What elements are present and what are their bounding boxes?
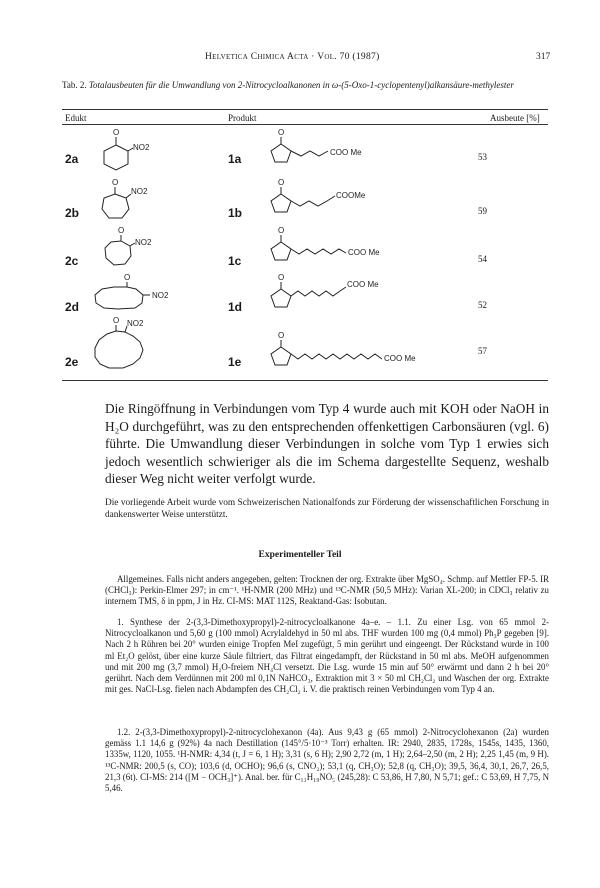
- educt-2a: 2a: [65, 152, 79, 166]
- table-caption: [62, 80, 562, 91]
- nitro-label: NO2: [152, 291, 169, 300]
- structure-1d: [266, 272, 416, 322]
- oxo-label: O: [113, 128, 120, 137]
- educt-2e: 2e: [65, 355, 79, 369]
- educt-2d: 2d: [65, 300, 80, 314]
- nitro-label: NO2: [133, 143, 150, 152]
- oxo-label: O: [112, 178, 119, 187]
- ester-label: COO Me: [330, 148, 362, 157]
- yield-1e: 57: [478, 346, 487, 356]
- body-paragraph-text: Die Ringöffnung in Verbindungen vom Typ 4 wurde auch mit KOH oder NaOH in H₂O durchgeführt, was zu den entsprechenden offenkettigen Carbonsäuren (vgl. 6) führte. Die Umwandlung dieser Verbindungen in solche vom Typ 1 erwies sich jedoch wesentlich schwieriger als die im Schema dargestellte Sequenz, weshalb dieser Weg nicht weiter verfolgt wurde.: [105, 401, 549, 486]
- oxo-label: O: [278, 128, 285, 137]
- column-header-produkt: Produkt: [228, 113, 257, 123]
- structure-2d: [88, 273, 178, 318]
- product-1b: 1b: [228, 206, 243, 220]
- oxo-label: O: [113, 316, 120, 325]
- ester-label: COO Me: [347, 280, 379, 289]
- oxo-label: O: [278, 178, 285, 187]
- product-1e: 1e: [228, 355, 242, 369]
- nitro-label: NO2: [135, 238, 152, 247]
- general-paragraph: [105, 574, 549, 608]
- section-1-2-paragraph-text: 1.2. 2-(3,3-Dimethoxypropyl)-2-nitrocyclohexanon (4a). Aus 9,43 g (65 mmol) 2-Nitrocyclohexanon (2a) wurden gemäss 1.1 14,6 g (92%) 4a nach Destillation (145°/5·10⁻³ Torr) erhalten. IR: 2940, 2835, 1728s, 1545s, 1435, 1360, 1335w, 1120, 1055. ¹H-NMR: 4,34 (t, J = 6, 1 H); 3,31 (s, 6 H); 2,90 2,72 (m, 1 H); 2,64–2,50 (m, 2 H); 2,25 1,45 (m, 9 H). ¹³C-NMR: 200,5 (s, CO); 103,6 (d, OCHO); 96,6 (s, CNO₂); 53,1 (q, CH₃O); 52,8 (q, CH₃O); 39,5, 36,4, 30,1, 26,7, 26,5, 21,3 (6t). CI-MS: 214 ([M − OCH₃]⁺). Anal. ber. für C₁₁H₁₉NO₅ (245,28): C 53,86, H 7,80, N 5,71; gef.: C 53,69, H 7,75, N 5,46.: [105, 727, 549, 794]
- product-1c: 1c: [228, 254, 242, 268]
- educt-2c: 2c: [65, 254, 79, 268]
- structure-1c: [266, 226, 416, 276]
- nitro-label: NO2: [131, 187, 148, 196]
- structure-1b: [266, 178, 416, 223]
- educt-2b: 2b: [65, 206, 80, 220]
- ester-label: COOMe: [336, 191, 366, 200]
- yield-1d: 52: [478, 300, 487, 310]
- oxo-label: O: [124, 273, 131, 282]
- column-header-edukt: Edukt: [65, 113, 87, 123]
- yield-1a: 53: [478, 152, 487, 162]
- journal-title: Helvetica Chimica Acta · Vol. 70 (1987): [205, 52, 380, 62]
- table-caption-text: Totalausbeuten für die Umwandlung von 2-Nitrocycloalkanonen in ω-(5-Oxo-1-cyclopentenyl)alkansäure-methylester: [88, 80, 514, 90]
- structure-2b: [100, 178, 170, 228]
- ester-label: COO Me: [384, 354, 416, 363]
- table-header-rule: [62, 124, 548, 125]
- oxo-label: O: [278, 273, 285, 282]
- synthesis-paragraph-text: 1. Synthese der 2-(3,3-Dimethoxypropyl)-2-nitrocycloalkanone 4a–e. – 1.1. Zu einer Lsg. von 65 mmol 2-Nitrocycloalkanon und 5,60 g (100 mmol) Acrylaldehyd in 50 ml abs. THF wurden 100 mg (0,4 mmol) Ph₃P gegeben [9]. Nach 2 h Rühren bei 20° wurden einige Tropfen MeI zugefügt, 5 min gerührt und eingeengt. Der Rückstand wurde in 100 ml Et₂O gelöst, über eine kurze Säule filtriert, das Filtrat eingedampft, der Rückstand in 50 ml abs. MeOH aufgenommen und mit 200 mg (3,7 mmol) H₂O-freiem NH₄Cl versetzt. Die Lsg. wurde 15 min auf 50° erwärmt und dann 2 h bei 20° gerührt. Nach dem Verdünnen mit 200 ml 0,1N NaHCO₃, Extraktion mit 3 × 50 ml CH₂Cl₂ und Waschen der org. Extrakte mit ges. NaCl-Lsg. fielen nach Abdampfen des CH₂Cl₂ i. V. die praktisch reinen Verbindungen vom Typ 4 an.: [105, 617, 549, 695]
- acknowledgement: Die vorliegende Arbeit wurde vom Schweizerischen Nationalfonds zur Förderung der wissenschaftlichen Forschung in dankenswerter Weise unterstützt.: [105, 498, 549, 520]
- column-header-ausbeute: Ausbeute [%]: [490, 113, 540, 123]
- product-1a: 1a: [228, 152, 242, 166]
- structure-1a: [266, 128, 416, 173]
- structure-1e: [266, 330, 446, 377]
- oxo-label: O: [118, 226, 125, 235]
- structure-2e: [95, 316, 175, 377]
- nitro-label: NO2: [127, 319, 144, 328]
- synthesis-paragraph: [105, 617, 549, 695]
- body-paragraph: [105, 400, 549, 488]
- section-title: Experimenteller Teil: [258, 550, 342, 560]
- product-1d: 1d: [228, 300, 243, 314]
- oxo-label: O: [278, 226, 285, 235]
- yield-1c: 54: [478, 254, 487, 264]
- table-caption-label: Tab. 2.: [62, 80, 87, 90]
- yield-1b: 59: [478, 206, 487, 216]
- structure-2c: [100, 226, 170, 276]
- general-paragraph-text: Allgemeines. Falls nicht anders angegeben, gelten: Trocknen der org. Extrakte über MgSO₄. Schmp. auf Mettler FP-5. IR (CHCl₃): Perkin-Elmer 297; in cm⁻¹. ¹H-NMR (200 MHz) und ¹³C-NMR (50,5 MHz): Varian XL-200; in CDCl₃ relativ zu internem TMS, δ in ppm, J in Hz. CI-MS: MAT 112S, Reaktand-Gas: Isobutan.: [105, 574, 549, 607]
- page-number: 317: [536, 52, 551, 62]
- table-bottom-rule: [62, 380, 548, 381]
- structure-2a: [100, 128, 170, 178]
- section-1-2-paragraph: [105, 727, 549, 794]
- ester-label: COO Me: [348, 248, 380, 257]
- oxo-label: O: [278, 331, 285, 340]
- table-top-rule: [62, 109, 548, 110]
